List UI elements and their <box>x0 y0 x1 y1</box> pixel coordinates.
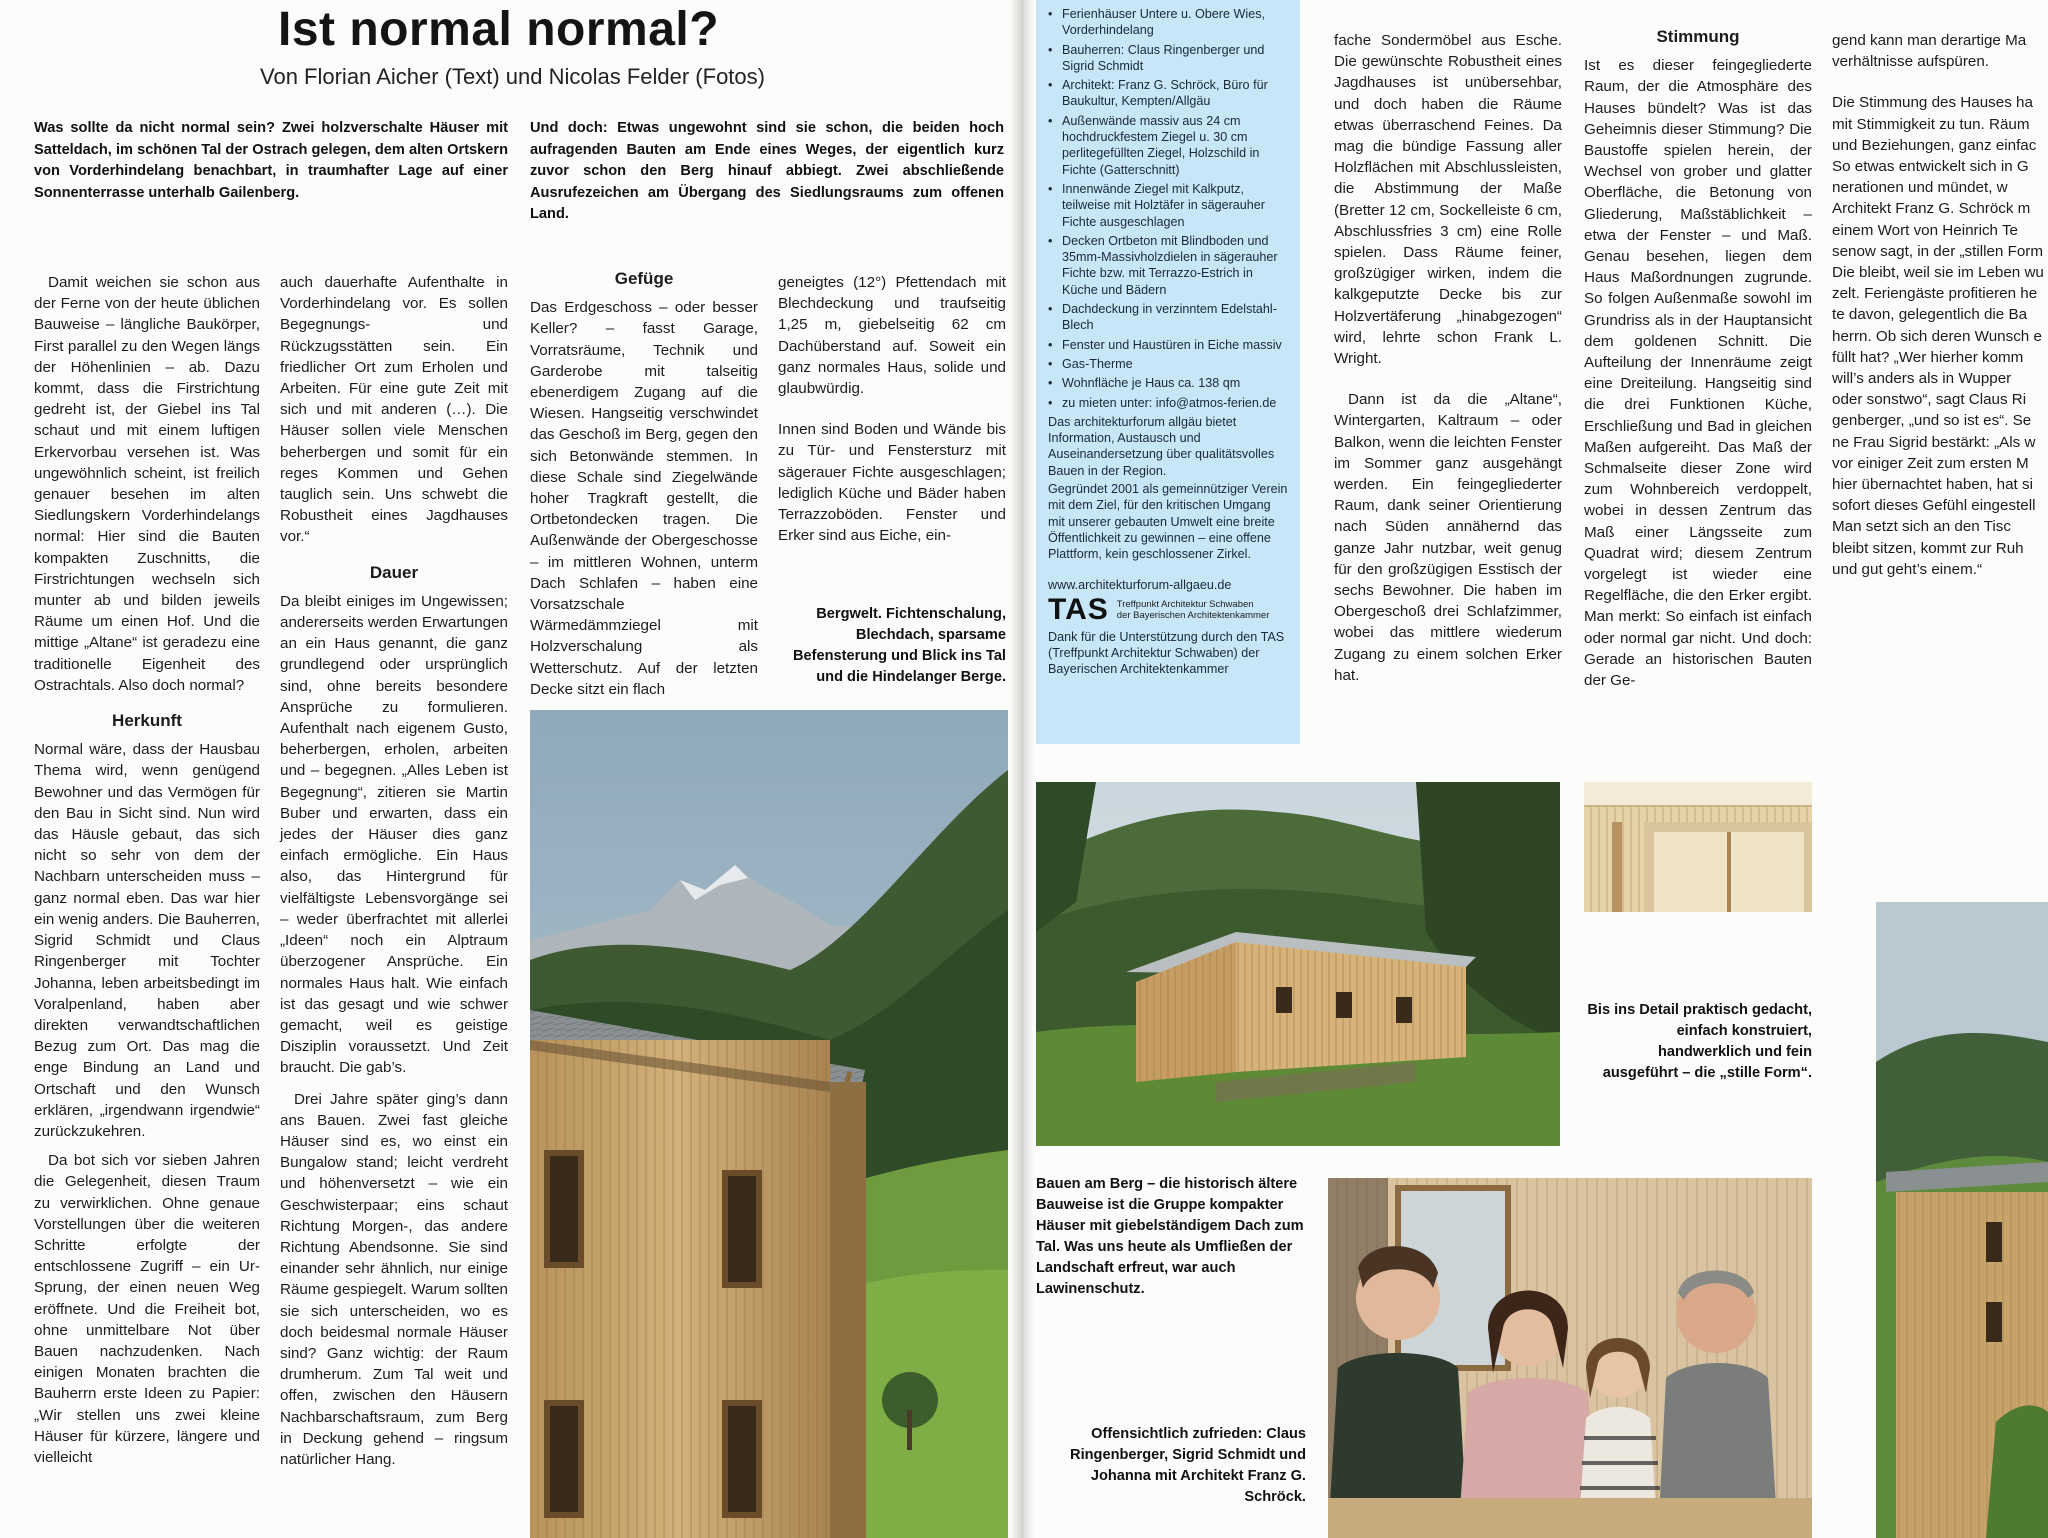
info-item: • Außenwände massiv aus 24 cm hochdruckfestem Ziegel u. 30 cm perlitegefüllten Ziegel, Holzschild in Fichte (Gatterschnitt) <box>1048 113 1288 178</box>
col7-line: senow sagt, in der „stillen Form <box>1832 242 2044 260</box>
col7-line: ne Frau Sigrid bestärkt: „Als w <box>1832 433 2036 451</box>
col7-line: genberger, „und so ist es“. Se <box>1832 412 2032 430</box>
col7-line: bleibt sitzen, kommt zur Ruh <box>1832 539 2024 557</box>
col7-line: mit Stimmigkeit zu tun. Räum <box>1832 115 2030 133</box>
col7-line: Architekt Franz G. Schröck m <box>1832 200 2031 218</box>
photo-house-edge <box>1876 902 2048 1538</box>
col1-paragraph-3: Da bot sich vor sieben Jahren die Gelegenheit, diesen Traum zu verwirklichen. Ohne genaue Vorstellungen über die weiteren Schritte erfolgte der entschlossene Zugriff – ein Ur-Sprung, der einen neuen Weg eröffnete. Und die Freiheit bot, ohne unmittelbare Not über Bauen nachzudenken. Nach einigen Monaten brachten die Bauherrn erste Ideen zu Papier: „Wir stellen uns zwei kleine Häuser für kürzere, längere und vielleicht <box>34 1152 260 1466</box>
col7-line: will’s anders als in Wupper <box>1832 370 2012 388</box>
subhead-dauer: Dauer <box>369 562 419 582</box>
photo-house-mountain <box>1036 782 1560 1146</box>
col7-line: sofort dieses Gefühl eingestell <box>1832 497 2036 515</box>
col7-line: nerationen und mündet, w <box>1832 179 2008 197</box>
col7-line: füllt hat? „Wer hierher komm <box>1832 348 2024 366</box>
tas-logo-row <box>1048 592 1288 626</box>
info-about-2: Gegründet 2001 als gemeinnütziger Verein mit dem Ziel, für den kritischen Umgang mit unserer gebauten Umwelt eine breite Öffentlichkeit zu gewinnen – eine offene Plattform, kein geschlossener Zirkel. <box>1048 482 1288 562</box>
info-item: • Wohnfläche je Haus ca. 138 qm <box>1048 375 1288 391</box>
caption-detail: Bis ins Detail praktisch gedacht, einfach konstruiert, handwerklich und fein ausgeführt – die „stille Form“. <box>1587 1002 1812 1081</box>
col4-paragraph-2: Innen sind Boden und Wände bis zu Tür- und Fenstersturz mit sägerauer Fichte ausgeschlagen; lediglich Küche und Bäder haben Terrazzoböden. Fenster und Erker sind aus Eiche, ein- <box>778 421 1006 545</box>
col2-paragraph-1: auch dauerhafte Aufenthalte in Vorderhindelang vor. Es sollen Begegnungs- und Rückzugsstätten sein. Ein friedlicher Ort zum Erholen und Arbeiten. Für eine gute Zeit mit sich und mit anderen (…). Die Häuser sollen viele Menschen beherbergen und somit für ein reges Kommen und Gehen tauglich sein. Uns schwebt die Robustheit eines Jagdhauses vor.“ <box>280 274 508 546</box>
col7-line: oder sonstwo“, sagt Claus Ri <box>1832 391 2027 409</box>
lead-right: Und doch: Etwas ungewohnt sind sie schon, die beiden hoch aufragenden Bauten am Ende eines Weges, der eigentlich kurz zuvor schon den Berg hinauf abbiegt. Zwei abschließende Ausrufezeichen am Übergang des Siedlungsraums zum offenen Land. <box>530 120 1004 222</box>
col7-line: So etwas entwickelt sich in G <box>1832 158 2029 176</box>
info-item: • Decken Ortbeton mit Blindboden und 35mm-Massivholzdielen in sägerauher Fichte bzw. mit Terrazzo-Estrich in Küche und Bädern <box>1048 233 1288 298</box>
info-item: • Fenster und Haustüren in Eiche massiv <box>1048 337 1288 353</box>
info-item: • Ferienhäuser Untere u. Obere Wies, Vorderhindelang <box>1048 6 1288 39</box>
subhead-stimmung: Stimmung <box>1656 27 1740 46</box>
tas-line-2: der Bayerischen Architektenkammer <box>1116 609 1270 621</box>
col1-paragraph-2: Normal wäre, dass der Hausbau Thema wird, wenn genügend Bewohner und das Vermögen für den Bau in Sicht sind. Nun wird das Häusle gebaut, das sich nicht so sehr von dem der Nachbarn unterscheiden muss – ganz normal eben. Das war hier ein wenig anders. Die Bauherren, Sigrid Schmidt und Claus Ringenberger mit Tochter Johanna, leben arbeitsbedingt im Voralpenland, haben aber direkten verwandtschaftlichen Bezug zum Ort. Das mag die enge Bindung an Land und Ortschaft und den Wunsch erklären, „irgendwann irgendwie“ zurückzukehren. <box>34 741 260 1140</box>
tas-line-1: Treffpunkt Architektur Schwaben <box>1116 598 1254 610</box>
tas-logo: TAS <box>1048 592 1109 626</box>
info-thanks: Dank für die Unterstützung durch den TAS (Treffpunkt Architektur Schwaben) der Bayerischen Architektenkammer <box>1048 629 1285 677</box>
info-item: • Innenwände Ziegel mit Kalkputz, teilweise mit Holztäfer in sägerauher Fichte ausgeschlagen <box>1048 181 1288 230</box>
photo-house-valley <box>530 710 1008 1538</box>
subhead-herkunft: Herkunft <box>112 711 182 731</box>
info-url-link[interactable]: www.architekturforum-allgaeu.de <box>1048 577 1232 592</box>
col7-line: herrn. Ob sich deren Wunsch e <box>1832 327 2042 345</box>
lead-left: Was sollte da nicht normal sein? Zwei holzverschalte Häuser mit Satteldach, im schönen Tal der Ostrach gelegen, dem alten Ortskern von Vorderhindelang benachbart, in traumhafter Lage auf einer Sonnenterrasse unterhalb Gailenberg. <box>34 120 508 201</box>
col7-line: und Beziehungen, ganz einfac <box>1832 136 2037 154</box>
subhead-gefuege: Gefüge <box>614 269 674 288</box>
column-3 <box>530 262 758 700</box>
col7-line: te davon, gelegentlich die Ba <box>1832 306 2028 324</box>
col5-paragraph-1: fache Sondermöbel aus Esche. Die gewünschte Robustheit eines Jagdhauses ist unübersehbar, und doch haben die Räume etwas überraschend Feines. Da mag die bündige Fassung aller Holzflächen mit Abschlussleisten, die Abstimmung der Maße (Bretter 12 cm, Sockelleiste 6 cm, Abschlussfries 3 cm) eine Rolle spielen. Dass Räume feiner, großzügiger wirken, indem die kalkgeputzte Decke bis zur Holzvertäferung „hinabgezogen“ wird, lehrte schon Frank L. Wright. <box>1334 32 1562 368</box>
article-title: Ist normal normal? <box>278 3 720 56</box>
info-box <box>1036 0 1300 744</box>
page-gutter <box>1010 0 1034 1538</box>
col7-line: vor einiger Zeit zum ersten M <box>1832 454 2029 472</box>
caption-berg: Bauen am Berg – die historisch ältere Bauweise ist die Gruppe kompakter Häuser mit giebelständigem Dach zum Tal. Was uns heute als Umfließen der Landschaft erfreut, war auch Lawinenschutz. <box>1036 1176 1304 1297</box>
col1-paragraph-1: Damit weichen sie schon aus der Ferne von der heute üblichen Bauweise – längliche Baukörper, First parallel zu den Wegen längs der Höhenlinien – ab. Dazu kommt, dass die Firstrichtung gedreht ist, der Giebel ins Tal schaut und mit einem luftigen Erkervorbau versehen ist. Was ungewöhnlich scheint, ist freilich genauer besehen im alten Siedlungskern Vorderhindelangs normal: Hier sind die Bauten kompakten Zuschnitts, die Firstrichtungen wechseln sich munter ab und bilden jeweils Räume um einen Hof. Und die mittige „Altane“ ist geradezu eine traditionelle Eigenheit des Ostrachtals. Also doch normal? <box>34 274 260 694</box>
info-item: • Gas-Therme <box>1048 356 1288 372</box>
col7-line: Die bleibt, weil sie im Leben wu <box>1832 264 2044 282</box>
column-6 <box>1584 20 1812 691</box>
col6-paragraph-1: Ist es dieser feingegliederte Raum, der die Atmosphäre des Hauses bündelt? Was ist das Geheimnis dieser Stimmung? Die Baustoffe spielen herein, der Wechsel von grober und glatter Oberfläche, die Betonung von Gliederung, Maßstäblichkeit – etwa der Fenster – und Maß. Genau besehen, liegen dem Haus Maßordnungen zugrunde. So folgen Außenmaße sowohl im Grundriss als in der Hauptansicht dem goldenen Schnitt. Die Aufteilung der Innenräume zeigt eine Dreiteilung. Hangseitig sind die drei Funktionen Küche, Erschließung und Bad in gleichen Maßen aufgereiht. Das Maß der Schmalseite dieser Zone wird zum Wohnbereich verdoppelt, wobei in dessen Zentrum das Maß einer Längsseite zum Quadrat wird; diesem Zentrum vorgelegt ist wieder eine Regelfläche, die den Erker ergibt. Man merkt: So einfach ist einfach oder normal gar nicht. Und doch: Gerade an historischen Bauten der Ge- <box>1584 57 1812 690</box>
caption-bergwelt: Bergwelt. Fichtenschalung, Blechdach, sparsame Befensterung und Blick ins Tal und die Hindelanger Berge. <box>793 606 1006 685</box>
column-2 <box>280 272 508 1470</box>
column-5 <box>1334 30 1562 686</box>
photo-family <box>1328 1178 1812 1538</box>
col4-paragraph-1: geneigtes (12°) Pfettendach mit Blechdeckung und traufseitig 1,25 m, giebelseitig 62 cm Dachüberstand auf. Soweit ein ganz normales Haus, solide und glaubwürdig. <box>778 274 1006 398</box>
col7-line: hier übernachtet haben, hat si <box>1832 476 2033 494</box>
article-byline: Von Florian Aicher (Text) und Nicolas Felder (Fotos) <box>260 64 765 89</box>
tas-logo-text <box>1117 599 1270 621</box>
info-item: • Architekt: Franz G. Schröck, Büro für Baukultur, Kempten/Allgäu <box>1048 77 1288 110</box>
col3-paragraph-1: Das Erdgeschoss – oder besser Keller? – fasst Garage, Vorratsräume, Technik und Garderobe mit talseitig ebenerdigem Zugang auf die Wiesen. Hangseitig verschwindet das Geschoß im Berg, gegen den sich Betonwände stemmen. In diese Schale sind Ziegelwände hoher Tragkraft gestellt, die Ortbetondecken tragen. Die Außenwände der Obergeschosse – im mittleren Wohnen, unterm Dach Schlafen – haben eine Vorsatzschale Wärmedämmziegel mit Holzverschalung als Wetterschutz. Auf der letzten Decke sitzt ein flach <box>530 299 758 698</box>
info-about: Das architekturforum allgäu bietet Information, Austausch und Auseinandersetzung über qualitätsvolles Bauen in der Region. <box>1048 414 1275 478</box>
col7-line: Die Stimmung des Hauses ha <box>1832 94 2033 112</box>
photo-interior-detail <box>1584 782 1812 912</box>
column-7 <box>1832 30 2048 580</box>
col7-line: und gut geht’s einem.“ <box>1832 560 1983 578</box>
info-item: • Dachdeckung in verzinntem Edelstahl-Blech <box>1048 301 1288 334</box>
col7-line: zelt. Feriengäste profitieren he <box>1832 285 2038 303</box>
col7-line: einem Wort von Heinrich Te <box>1832 221 2018 239</box>
info-list <box>1048 6 1288 411</box>
col5-paragraph-2: Dann ist da die „Altane“, Wintergarten, Kaltraum – oder Balkon, wenn die leichten Fenster im Sommer ganz ausgehängt werden. Ein feingegliederter Raum, dank seiner Orientierung nach Süden annähernd das ganze Jahr nutzbar, weit genug für den großzügigen Esstisch der sechs Bewohner. Die haben im Obergeschoß drei Schlafzimmer, wobei das mittlere wiederum Zugang zu einem solchen Erker hat. <box>1334 391 1562 684</box>
caption-family: Offensichtlich zufrieden: Claus Ringenberger, Sigrid Schmidt und Johanna mit Architekt Franz G. Schröck. <box>1070 1426 1306 1505</box>
column-4 <box>778 272 1006 546</box>
col7-line: verhältnisse aufspüren. <box>1832 53 1990 71</box>
col7-line: Man setzt sich an den Tisc <box>1832 518 2011 536</box>
column-1 <box>34 272 260 1468</box>
col2-paragraph-2: Da bleibt einiges im Ungewissen; andererseits werden Erwartungen an ein Haus genannt, die ganz grundlegend oder ursprünglich sind, ohne bereits besondere Ansprüche zu formulieren. Aufenthalt nach eigenem Gusto, beherbergen, erholen, arbeiten und – begegnen. „Alles Leben ist Begegnung“, zitieren sie Martin Buber und erwarten, dass ein jedes der Häuser dies ganz einfach ermögliche. Ein Haus also, das Hintergrund für vielfältigste Lebensvorgänge sei – weder überfrachtet mit allerlei „Ideen“ noch ein Alptraum überzogener Ansprüche. Ein normales Haus halt. Wie einfach ist das gesagt und wie schwer gemacht, weil es geistige Disziplin voraussetzt. Und Zeit braucht. Die gab’s. <box>280 592 508 1077</box>
info-item: • Bauherren: Claus Ringenberger und Sigrid Schmidt <box>1048 42 1288 75</box>
col2-paragraph-3: Drei Jahre später ging’s dann ans Bauen. Zwei fast gleiche Häuser sind es, wo einst ein Bungalow stand; leicht verdreht und höhenversetzt – wie ein Geschwisterpaar; eins schaut Richtung Morgen-, das andere Richtung Abendsonne. Sie sind einander sehr ähnlich, nur einige Räume gespiegelt. Warum sollten sie sich unterscheiden, wo es doch beidesmal normale Häuser sind? Ganz wichtig: der Raum drumherum. Zum Tal weit und offen, zwischen den Häusern Nachbarschaftsraum, zum Berg in Deckung gehend – ringsum natürlicher Hang. <box>280 1090 508 1468</box>
info-item-email[interactable]: • zu mieten unter: info@atmos-ferien.de <box>1048 395 1288 411</box>
col7-line: gend kann man derartige Ma <box>1832 32 2027 49</box>
